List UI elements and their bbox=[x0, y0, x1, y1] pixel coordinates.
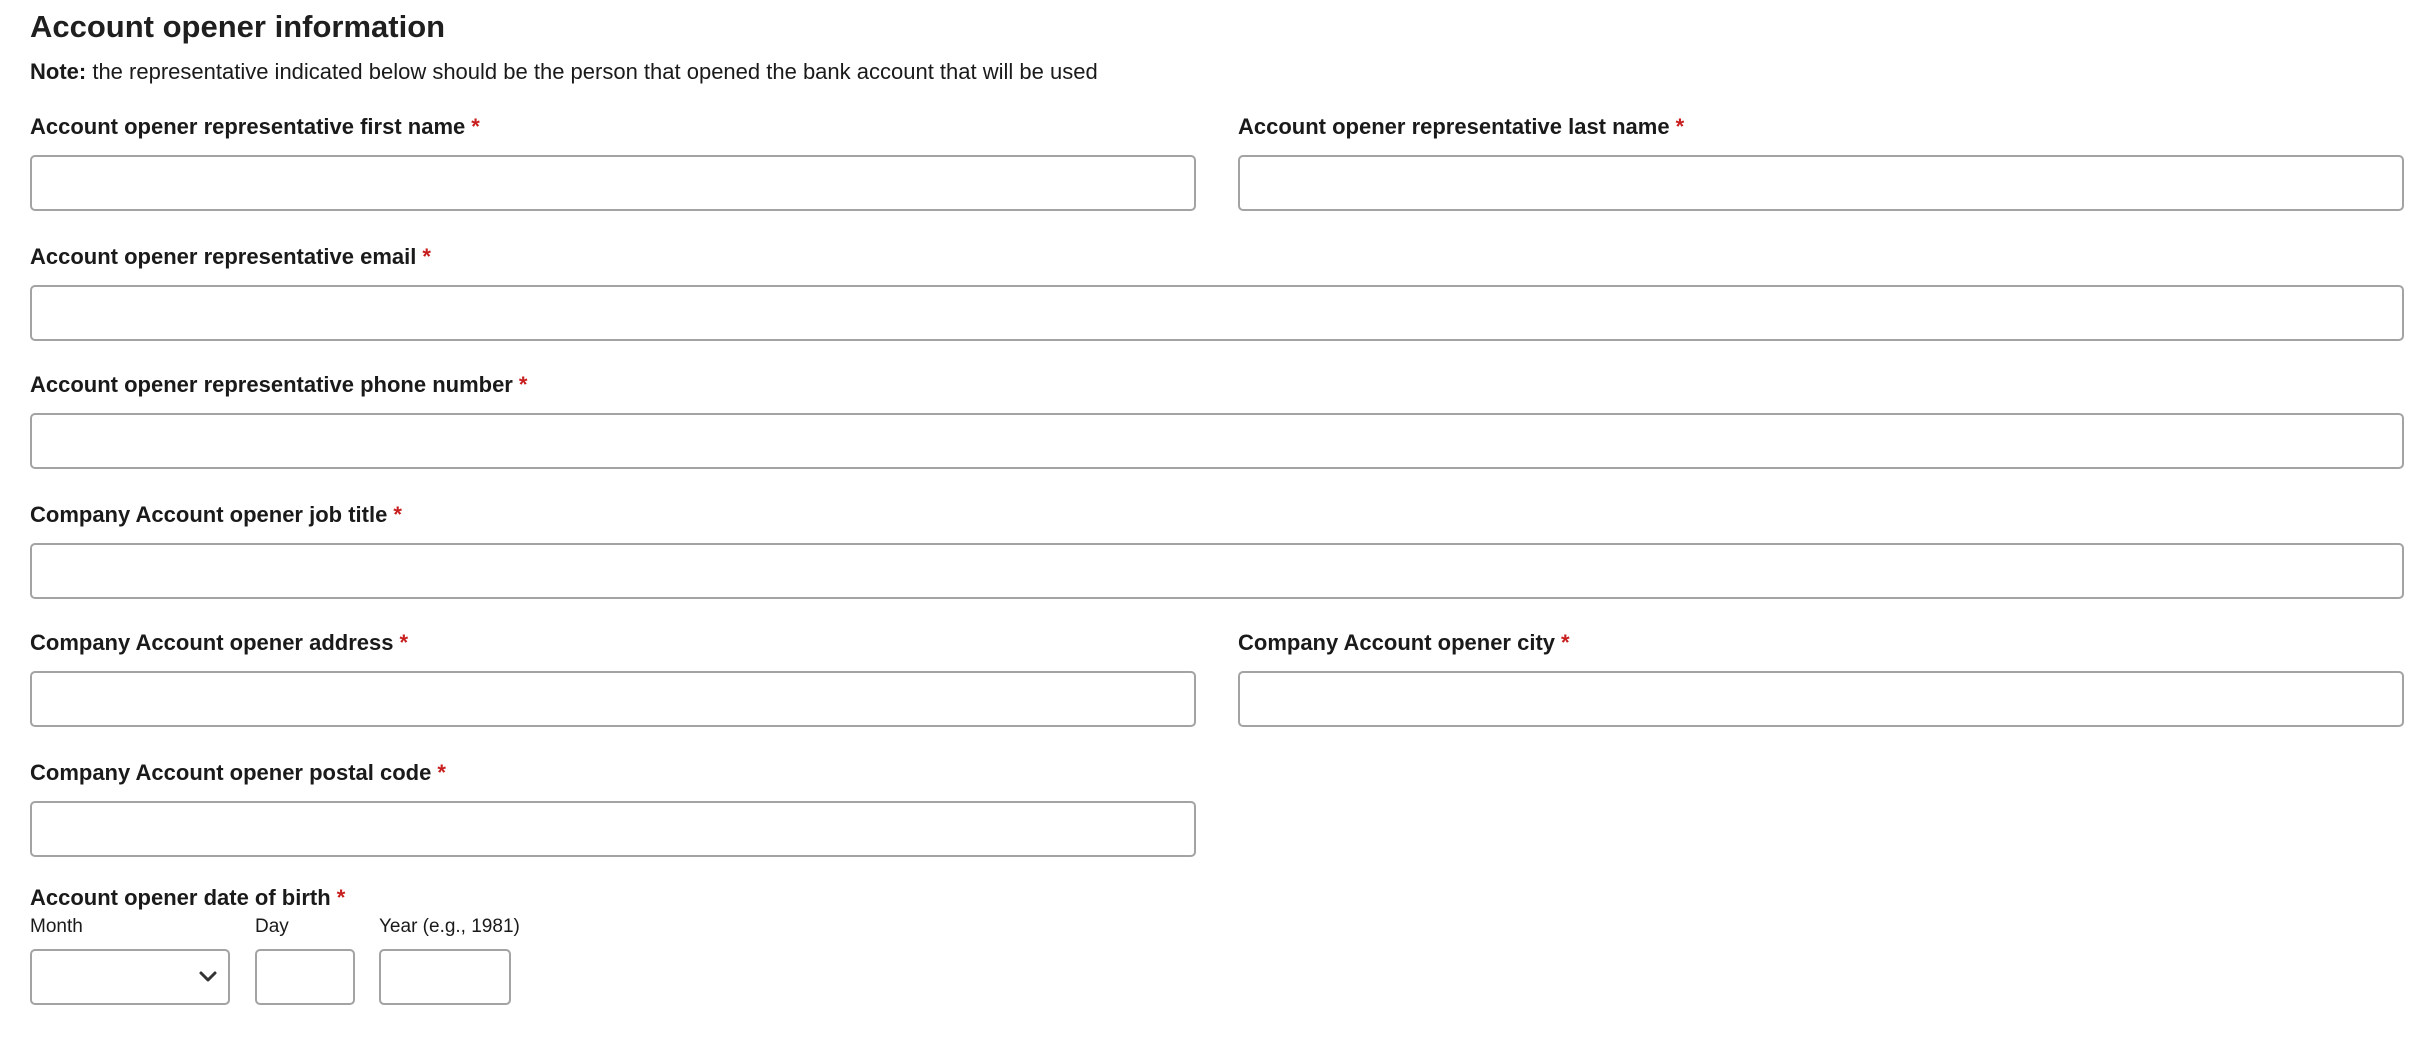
last-name-input[interactable] bbox=[1238, 155, 2404, 211]
job-title-input[interactable] bbox=[30, 543, 2404, 599]
first-name-label bbox=[30, 113, 1196, 141]
email-label bbox=[30, 243, 2404, 271]
required-asterisk: * bbox=[471, 114, 480, 139]
required-asterisk: * bbox=[393, 502, 402, 527]
phone-field bbox=[30, 371, 2404, 471]
first-name-input[interactable] bbox=[30, 155, 1196, 211]
dob-label-text: Account opener date of birth bbox=[30, 885, 331, 910]
required-asterisk: * bbox=[1675, 114, 1685, 139]
postal-code-input[interactable] bbox=[30, 801, 1196, 857]
required-asterisk: * bbox=[518, 372, 528, 397]
city-input[interactable] bbox=[1238, 671, 2404, 727]
address-field bbox=[30, 629, 1196, 729]
required-asterisk: * bbox=[1561, 630, 1570, 655]
first-name-label-text: Account opener representative first name bbox=[30, 114, 466, 139]
first-name-field bbox=[30, 113, 1196, 213]
postal-code-label bbox=[30, 759, 1196, 787]
month-select[interactable] bbox=[30, 949, 230, 1005]
section-title: Account opener information bbox=[30, 9, 446, 44]
chevron-down-icon bbox=[196, 965, 220, 989]
job-title-label bbox=[30, 501, 2404, 529]
date-of-birth-field bbox=[30, 884, 630, 1014]
dob-label bbox=[30, 884, 630, 912]
city-label-text: Company Account opener city bbox=[1238, 630, 1556, 655]
phone-label-text: Account opener representative phone number bbox=[30, 372, 513, 397]
year-input[interactable] bbox=[379, 949, 511, 1005]
last-name-field bbox=[1238, 113, 2404, 213]
month-label: Month bbox=[30, 916, 83, 937]
job-title-label-text: Company Account opener job title bbox=[30, 502, 388, 527]
required-asterisk: * bbox=[437, 760, 446, 785]
email-label-text: Account opener representative email bbox=[30, 244, 417, 269]
postal-code-label-text: Company Account opener postal code bbox=[30, 760, 432, 785]
note-strong: Note: bbox=[30, 59, 87, 84]
address-input[interactable] bbox=[30, 671, 1196, 727]
day-label: Day bbox=[255, 916, 289, 937]
day-input[interactable] bbox=[255, 949, 355, 1005]
last-name-label bbox=[1238, 113, 2404, 141]
address-label bbox=[30, 629, 1196, 657]
postal-code-field bbox=[30, 759, 1196, 859]
phone-label bbox=[30, 371, 2404, 399]
city-field bbox=[1238, 629, 2404, 729]
email-input[interactable] bbox=[30, 285, 2404, 341]
note-body: the representative indicated below should be the person that opened the bank account that will be used bbox=[86, 59, 1098, 84]
city-label bbox=[1238, 629, 2404, 657]
job-title-field bbox=[30, 501, 2404, 601]
required-asterisk: * bbox=[422, 244, 431, 269]
year-label: Year (e.g., 1981) bbox=[379, 916, 520, 937]
email-field bbox=[30, 243, 2404, 343]
required-asterisk: * bbox=[336, 885, 346, 910]
required-asterisk: * bbox=[399, 630, 409, 655]
phone-input[interactable] bbox=[30, 413, 2404, 469]
last-name-label-text: Account opener representative last name bbox=[1238, 114, 1670, 139]
note-text bbox=[30, 58, 1098, 86]
address-label-text: Company Account opener address bbox=[30, 630, 394, 655]
